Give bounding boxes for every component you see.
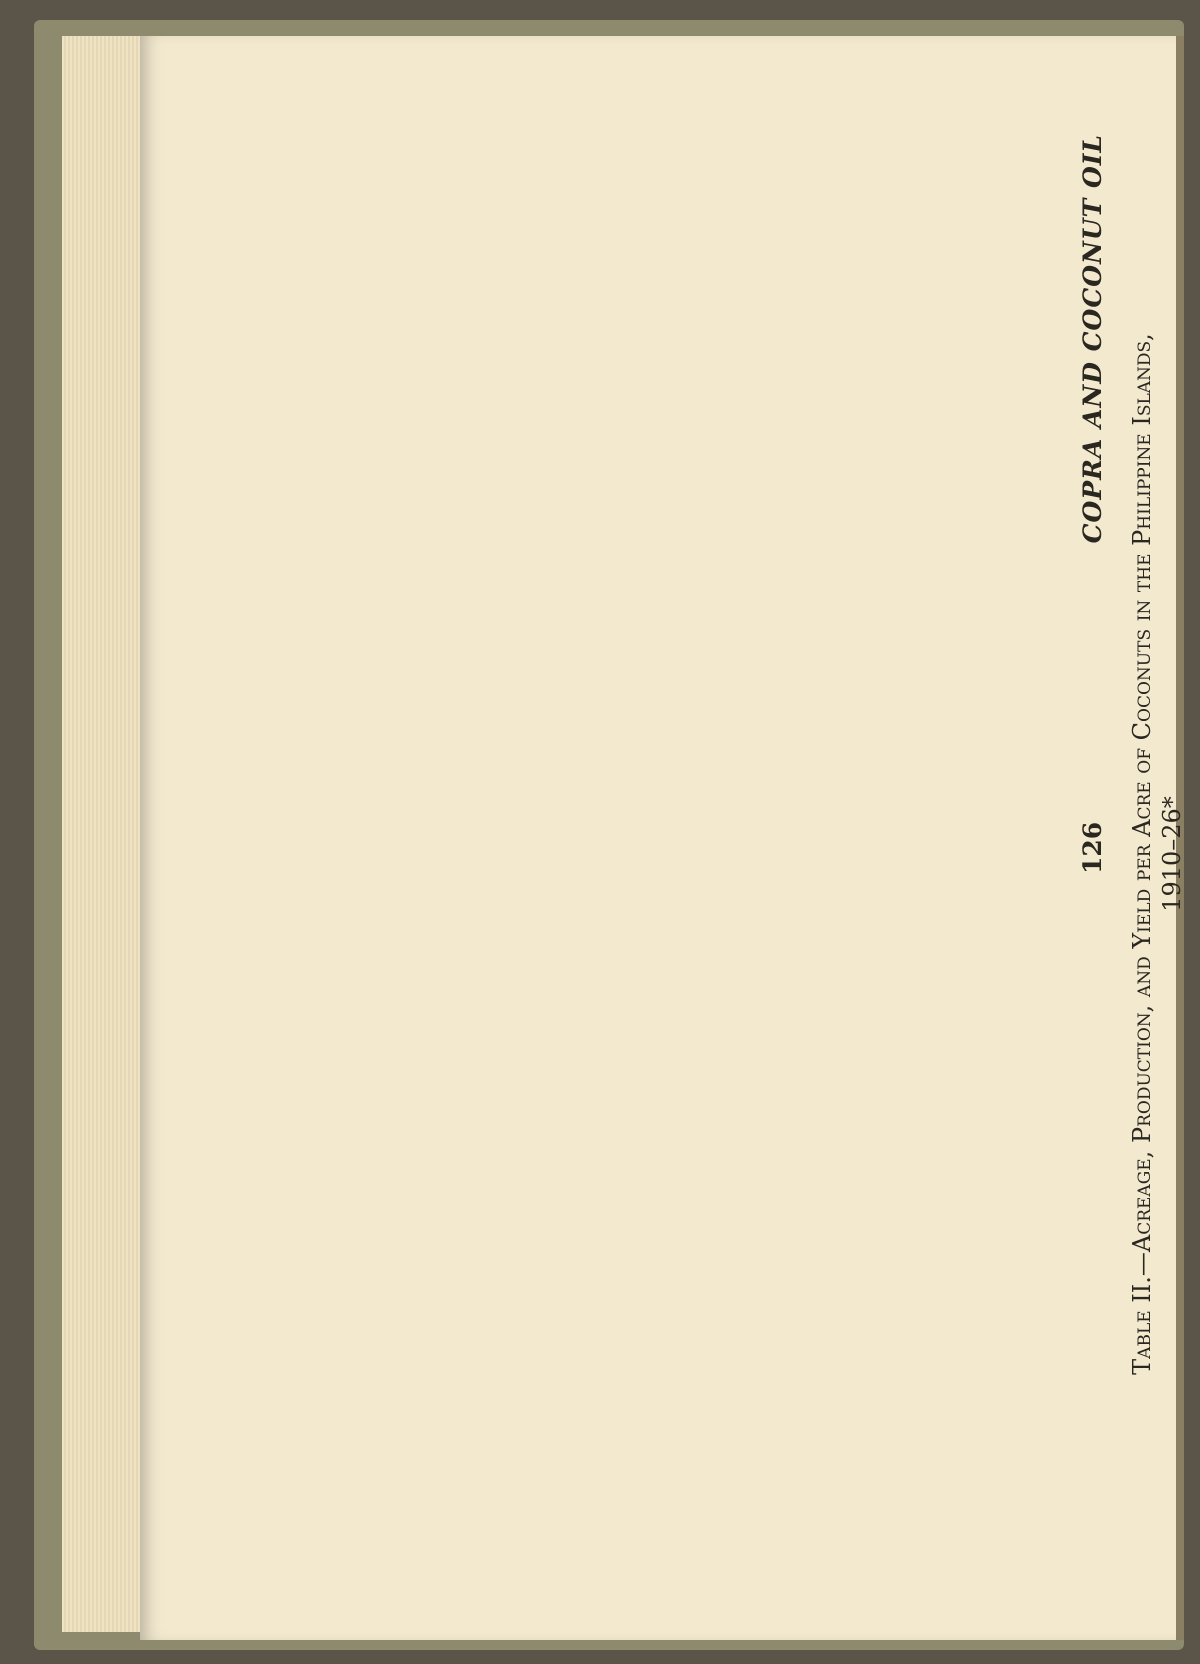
page-number: 126 xyxy=(1077,821,1107,874)
running-title: COPRA AND COCONUT OIL xyxy=(1077,134,1107,544)
table-title-line1: Table II.—Acreage, Production, and Yield per Acre of Coconuts in the Philippine Islands, xyxy=(1128,333,1156,1375)
table-title xyxy=(1127,134,1187,1574)
table-title-line2: 1910–26* xyxy=(1158,796,1186,912)
book-page xyxy=(140,36,1176,1640)
rotated-page-content xyxy=(1072,134,1200,1574)
running-head xyxy=(1072,134,1112,874)
